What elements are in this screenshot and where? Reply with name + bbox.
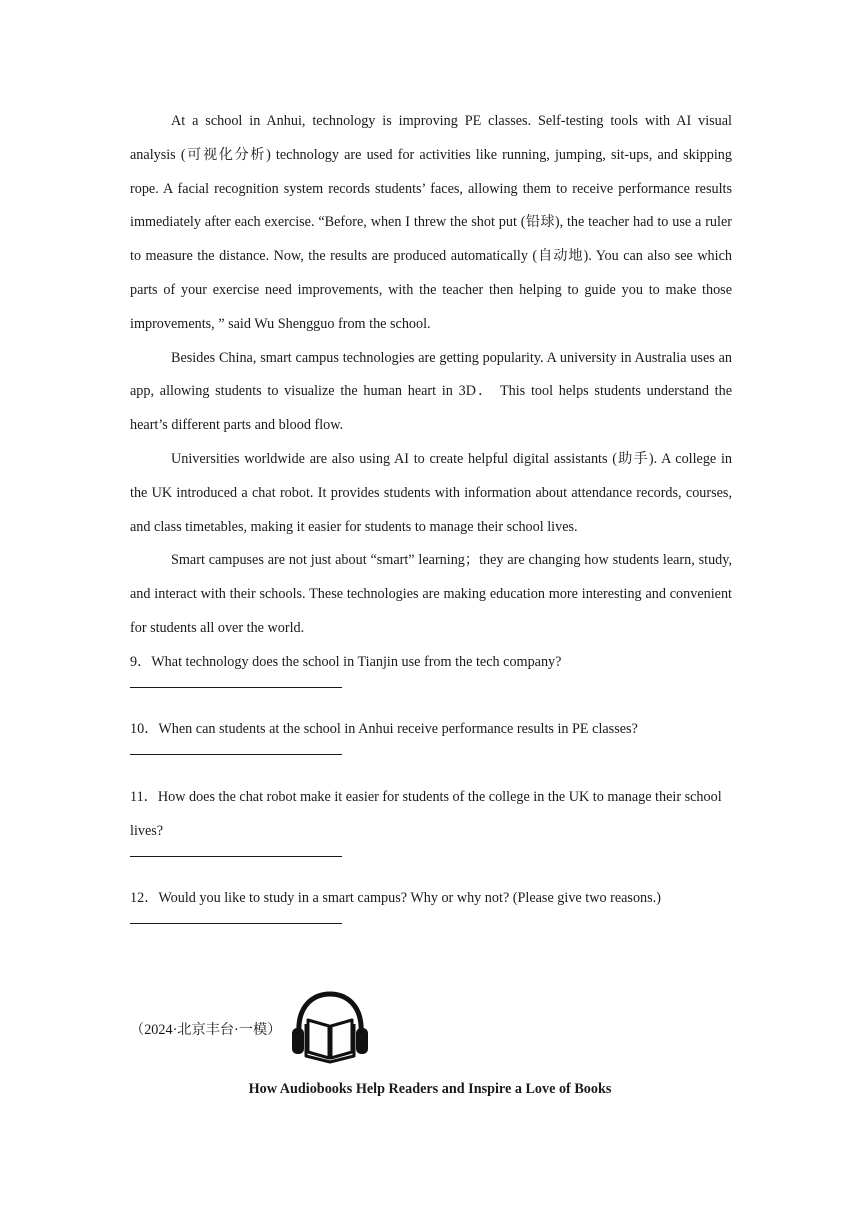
question-9: 9．What technology does the school in Tianjin use from the tech company? [130, 653, 562, 670]
paragraph-3: Universities worldwide are also using AI to create helpful digital assistants (助手). A college in the UK introduced a chat robot. It provides students with information about attendance records, courses, and class timetables, making it easier for students to manage their school lives. [130, 450, 732, 535]
answer-line-11[interactable] [130, 849, 732, 883]
section-source: （2024·北京丰台·一模） [130, 1021, 282, 1038]
answer-line-10[interactable] [130, 747, 732, 781]
paragraph-2: Besides China, smart campus technologies are getting popularity. A university in Australia uses an app, allowing students to visualize the human heart in 3D． This tool helps students understand the heart’s different parts and blood flow. [130, 349, 732, 434]
section-source-row [130, 990, 373, 1069]
question-10: 10．When can students at the school in Anhui receive performance results in PE classes? [130, 721, 638, 738]
question-11: 11．How does the chat robot make it easier for students of the college in the UK to manage their school lives? [130, 788, 722, 839]
answer-line-12[interactable] [130, 916, 732, 950]
paragraph-1: At a school in Anhui, technology is improving PE classes. Self-testing tools with AI visual analysis (可视化分析) technology are used for activities like running, jumping, sit-ups, and skipping rope. A facial recognition system records students’ faces, allowing them to receive performance results immediately after each exercise. “Before, when I threw the shot put (铅球), the teacher had to use a ruler to measure the distance. Now, the results are produced automatically (自动地). You can also see which parts of your exercise need improvements, with the teacher then helping to guide you to make those improvements, ” said Wu Shengguo from the school. [130, 113, 732, 332]
reading-passage [130, 105, 732, 950]
answer-line-9[interactable] [130, 680, 732, 714]
question-12: 12．Would you like to study in a smart campus? Why or why not? (Please give two reasons.) [130, 890, 661, 907]
headphones-book-icon [287, 990, 373, 1069]
next-passage-title: How Audiobooks Help Readers and Inspire a Love of Books [248, 1081, 612, 1097]
paragraph-4: Smart campuses are not just about “smart” learning；they are changing how students learn, study, and interact with their schools. These technologies are making education more interesting and convenient for students all over the world. [130, 552, 732, 636]
